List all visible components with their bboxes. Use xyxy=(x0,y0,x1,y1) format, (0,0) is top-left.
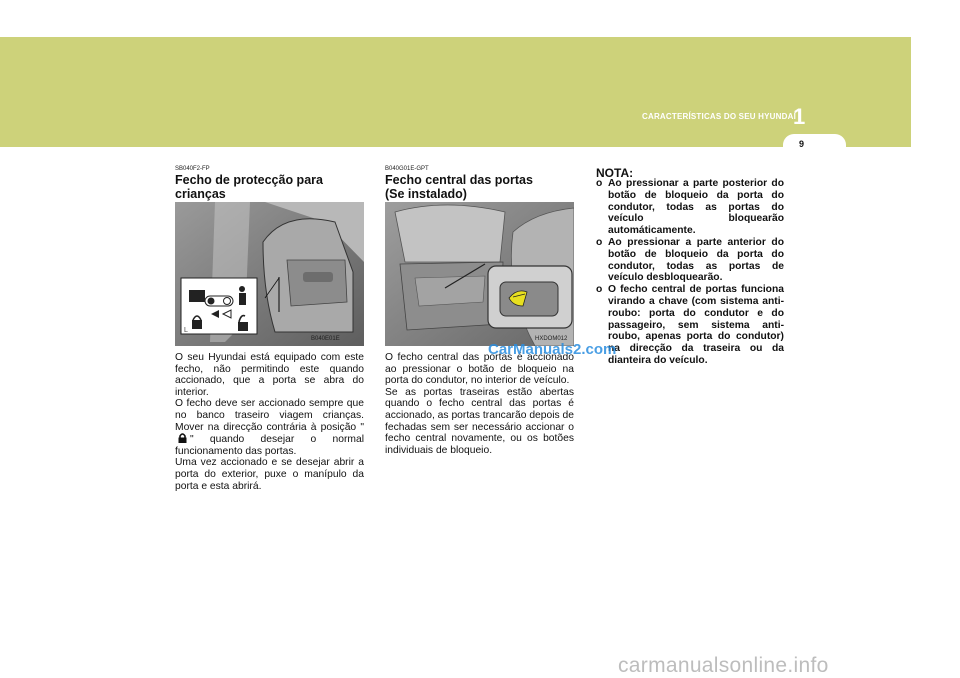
child-lock-door-photo xyxy=(175,202,364,346)
child-lock-body xyxy=(175,352,364,492)
chapter-number: 1 xyxy=(793,104,806,129)
chapter-title: CARACTERÍSTICAS DO SEU HYUNDAI xyxy=(641,112,796,121)
title-line: crianças xyxy=(175,187,226,201)
image-code-b040e01e: B040E01E xyxy=(311,336,340,342)
title-line: Fecho de protecção para xyxy=(175,173,323,187)
section-code-central-lock: B040G01E-GPT xyxy=(385,166,429,172)
front-door-illustration xyxy=(385,202,574,346)
note-text: Ao pressionar a parte anterior do botão de bloqueio da porta do condutor, todas as portas de veículo desbloquearão. xyxy=(608,236,784,284)
note-text: O fecho central de portas funciona virando a chave (com sistema anti-roubo: porta do condutor e do passageiro, sem sistema anti-roubo, apenas porta do condutor) na direcção da traseira ou da dianteira do veículo. xyxy=(608,284,784,366)
lock-icon xyxy=(177,433,188,443)
note-title: NOTA: xyxy=(596,166,634,180)
note-list xyxy=(596,178,784,367)
top-margin xyxy=(0,0,960,37)
site-watermark: CarManuals2.com xyxy=(488,341,617,358)
note-item xyxy=(596,178,784,237)
section-title-central-lock xyxy=(385,173,533,201)
bullet-marker: o xyxy=(596,284,603,296)
note-item xyxy=(596,284,784,367)
section-code-child-lock: SB040F2-FP xyxy=(175,166,210,172)
bullet-marker: o xyxy=(596,236,603,248)
title-line: (Se instalado) xyxy=(385,187,467,201)
page-number: 9 xyxy=(798,139,804,149)
note-item xyxy=(596,237,784,284)
central-lock-body xyxy=(385,352,574,456)
text-run: O fecho deve ser accionado sempre que no banco traseiro viagem crianças. Mover na direcção contrária à posição " xyxy=(175,398,364,433)
paragraph: O fecho central das portas é accionado ao pressionar o botão de bloqueio na porta do condutor, no interior de veículo. xyxy=(385,352,574,387)
title-line: Fecho central das portas xyxy=(385,173,533,187)
paragraph xyxy=(175,398,364,457)
paragraph: Uma vez accionado e se desejar abrir a porta do exterior, puxe o manípulo da porta e esta abrirá. xyxy=(175,457,364,492)
paragraph: O seu Hyundai está equipado com este fecho, não permitindo este quando accionado, que a porta se abra do interior. xyxy=(175,352,364,398)
image-code-hxdom012: HXDOM012 xyxy=(535,336,568,342)
text-run: " quando desejar o normal funcionamento das portas. xyxy=(175,434,364,457)
paragraph: Se as portas traseiras estão abertas quando o fecho central das portas é accionado, as portas trancarão depois de fechadas sem ser necessário accionar o fecho central novamente, ou os botões individuais de bloqueio. xyxy=(385,386,574,456)
footer-watermark: carmanualsonline.info xyxy=(618,654,829,677)
central-lock-door-photo xyxy=(385,202,574,346)
bullet-marker: o xyxy=(596,178,603,189)
note-text: Ao pressionar a parte posterior do botão de bloqueio da porta do condutor, todas as portas do veículo bloquearão automáticamente. xyxy=(608,178,784,237)
rear-door-illustration xyxy=(175,202,364,346)
section-title-child-lock xyxy=(175,173,323,201)
header-band xyxy=(0,37,911,147)
inset-letter-label: L xyxy=(184,327,188,334)
